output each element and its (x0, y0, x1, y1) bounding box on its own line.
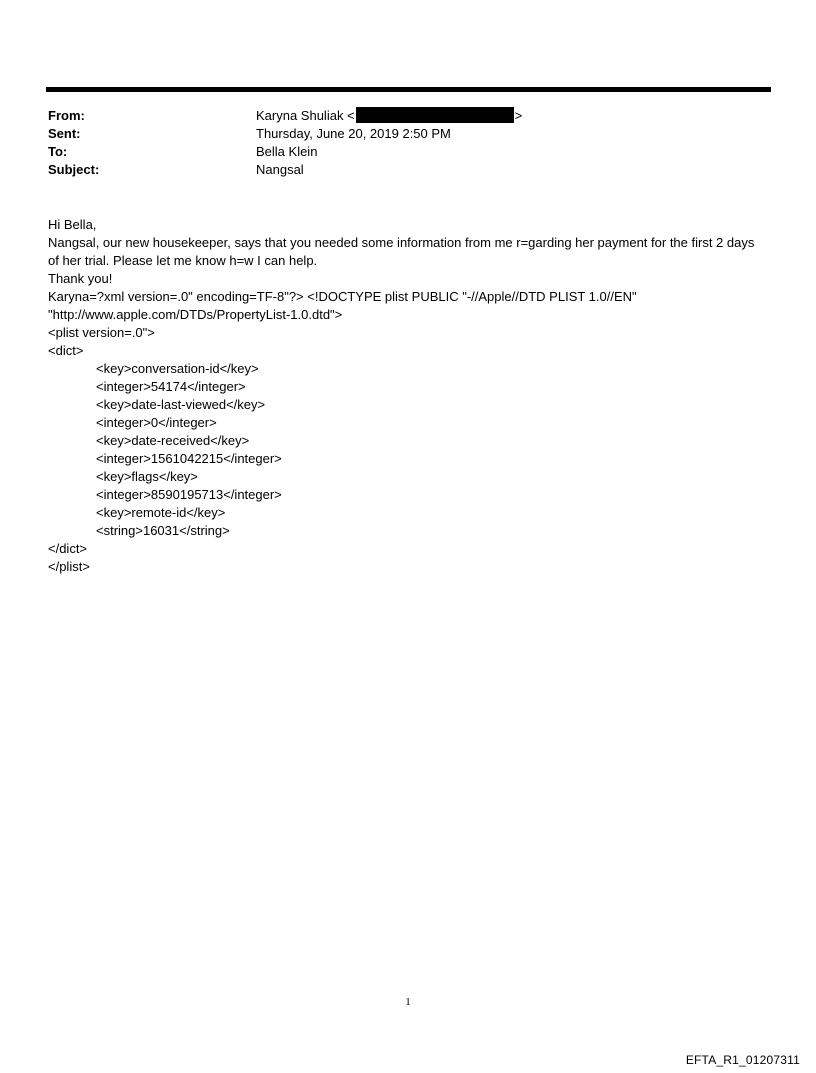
message-paragraph: Nangsal, our new housekeeper, says that you needed some information from me r=garding her payment for the first 2 days of her trial. Please let me know h=w I can help. (48, 235, 755, 268)
header-divider (46, 87, 771, 92)
from-label: From: (48, 108, 85, 123)
from-row (48, 107, 748, 125)
dict-entry: <key>flags</key> (96, 469, 198, 484)
dict-entry: <key>date-received</key> (96, 433, 250, 448)
plist-close-tag: </plist> (48, 559, 90, 574)
dict-entry: <integer>0</integer> (96, 415, 217, 430)
to-row (48, 143, 748, 161)
sent-value: Thursday, June 20, 2019 2:50 PM (256, 126, 451, 141)
subject-label: Subject: (48, 162, 100, 177)
email-body (48, 216, 768, 576)
xml-declaration-line: Karyna=?xml version=.0" encoding=TF-8"?> <!DOCTYPE plist PUBLIC "-//Apple//DTD PLIST 1.0//EN" (48, 289, 637, 304)
dict-entry: <integer>54174</integer> (96, 379, 246, 394)
dict-entry: <key>date-last-viewed</key> (96, 397, 266, 412)
dict-entry: <integer>8590195713</integer> (96, 487, 282, 502)
greeting: Hi Bella, (48, 217, 97, 232)
plist-open-tag: <plist version=.0"> (48, 325, 155, 340)
doctype-url-line: "http://www.apple.com/DTDs/PropertyList-1.0.dtd"> (48, 307, 343, 322)
dict-close-tag: </dict> (48, 541, 88, 556)
sender-name: Karyna Shuliak < (256, 108, 355, 123)
page-number: 1 (405, 996, 411, 1008)
dict-entry: <key>remote-id</key> (96, 505, 226, 520)
subject-row (48, 161, 748, 179)
dict-entry: <integer>1561042215</integer> (96, 451, 282, 466)
dict-entry: <key>conversation-id</key> (96, 361, 259, 376)
subject-value: Nangsal (256, 162, 304, 177)
dict-entry: <string>16031</string> (96, 523, 230, 538)
from-value (256, 107, 522, 125)
redacted-email-block (356, 107, 514, 123)
thanks-line: Thank you! (48, 271, 113, 286)
to-label: To: (48, 144, 68, 159)
bates-number: EFTA_R1_01207311 (685, 1053, 800, 1067)
sent-label: Sent: (48, 126, 81, 141)
sent-row (48, 125, 748, 143)
email-header (48, 107, 748, 179)
dict-open-tag: <dict> (48, 343, 84, 358)
to-value: Bella Klein (256, 144, 318, 159)
sender-email-close: > (514, 108, 523, 123)
